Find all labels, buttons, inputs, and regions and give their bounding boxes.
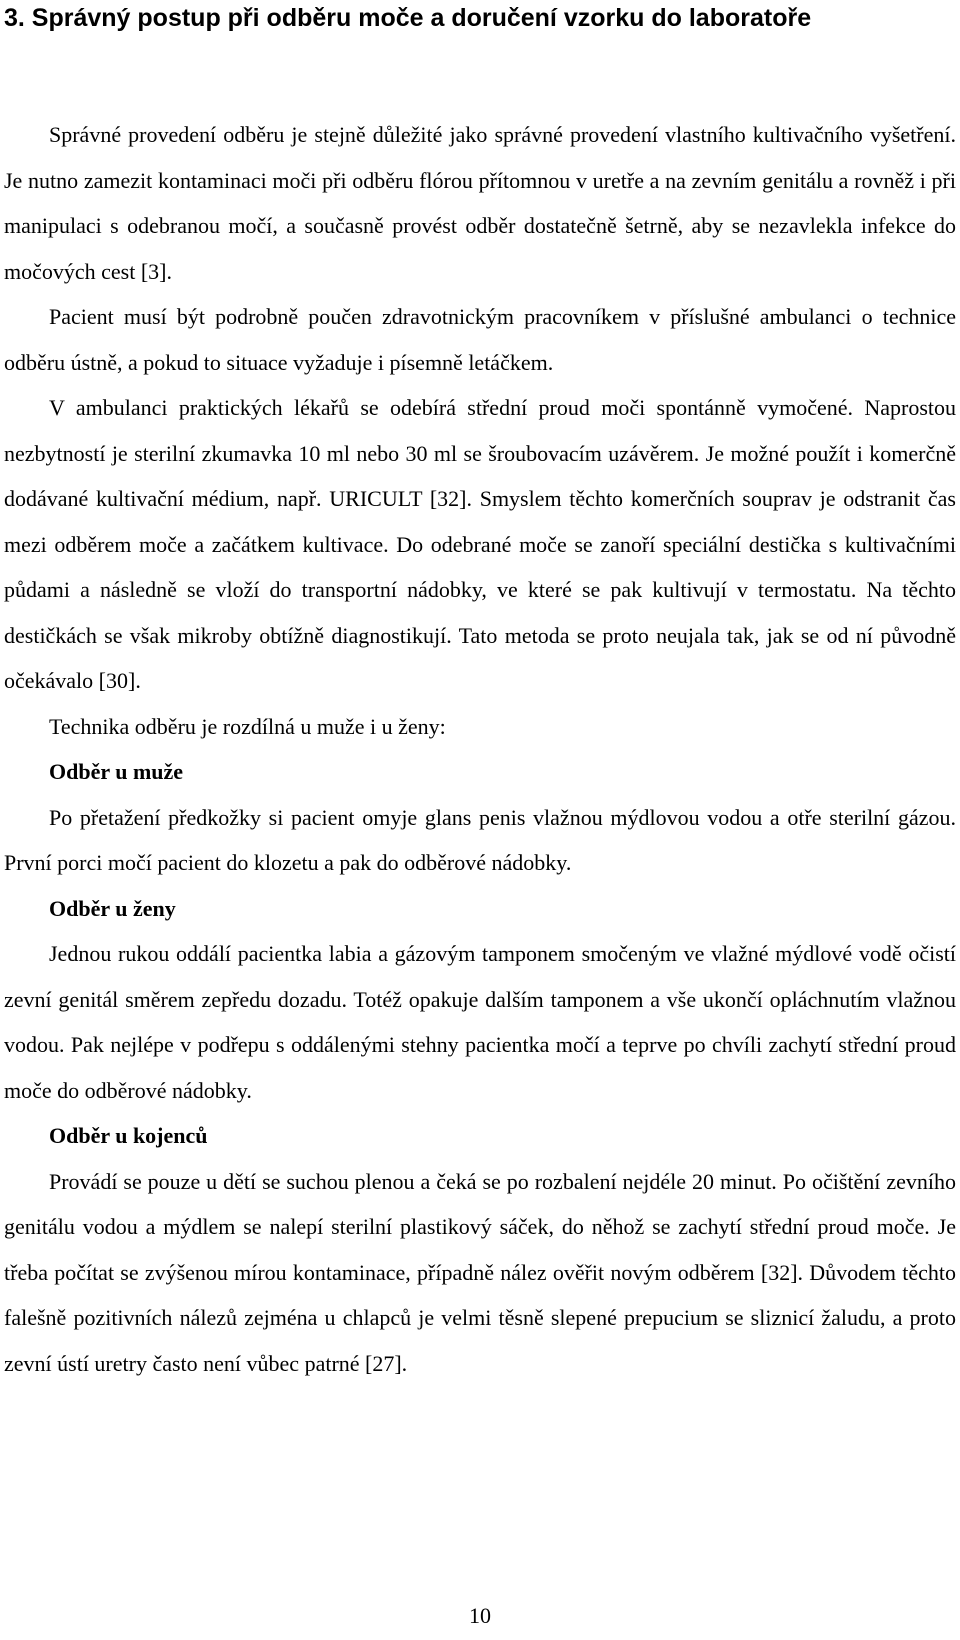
- subheading-infants: Odběr u kojenců: [49, 1123, 208, 1148]
- paragraph-patient-instructions: Pacient musí být podrobně poučen zdravotnickým pracovníkem v příslušné ambulanci o technice odběru ústně, a pokud to situace vyžaduje i písemně letáčkem.: [4, 304, 956, 375]
- page-title: 3. Správný postup při odběru moče a doručení vzorku do laboratoře: [4, 4, 812, 32]
- paragraph-infants: Provádí se pouze u dětí se suchou plenou a čeká se po rozbalení nejdéle 20 minut. Po očištění zevního genitálu vodou a mýdlem se nalepí sterilní plastikový sáček, do něhož se zachytí střední proud moče. Je třeba počítat se zvýšenou mírou kontaminace, případně nález ověřit novým odběrem [32]. Důvodem těchto falešně pozitivních nálezů zejména u chlapců je velmi těsně slepené prepucium se sliznicí žaludu, a proto zevní ústí uretry často není vůbec patrné [27].: [4, 1168, 956, 1376]
- subheading-female: Odběr u ženy: [49, 895, 176, 921]
- document-body: [4, 112, 956, 1386]
- subheading-male: Odběr u muže: [49, 759, 184, 784]
- paragraph-intro: Správné provedení odběru je stejně důležité jako správné provedení vlastního kultivačního vyšetření. Je nutno zamezit kontaminaci moči při odběru flórou přítomnou v uretře a na zevním genitálu a rovněž i při manipulaci s odebranou močí, a současně provést odběr dostatečně šetrně, aby se nezavlekla infekce do močových cest [3].: [4, 122, 956, 284]
- paragraph-ambulance: V ambulanci praktických lékařů se odebírá střední proud moči spontánně vymočené. Naprostou nezbytností je sterilní zkumavka 10 ml nebo 30 ml se šroubovacím uzávěrem. Je možné použít i komerčně dodávané kultivační médium, např. URICULT [32]. Smyslem těchto komerčních souprav je odstranit čas mezi odběrem moče a začátkem kultivace. Do odebrané moče se zanoří speciální destička s kultivačními půdami a následně se vloží do transportní nádobky, ve které se pak kultivují v termostatu. Na těchto destičkách se však mikroby obtížně diagnostikují. Tato metoda se proto neujala tak, jak se od ní původně očekávalo [30].: [4, 395, 956, 693]
- paragraph-technique: Technika odběru je rozdílná u muže i u ženy:: [49, 713, 446, 739]
- paragraph-female: Jednou rukou oddálí pacientka labia a gázovým tamponem smočeným ve vlažné mýdlové vodě očistí zevní genitál směrem zepředu dozadu. Totéž opakuje dalším tamponem a vše ukončí opláchnutím vlažnou vodou. Pak nejlépe v podřepu s oddálenými stehny pacientka močí a teprve po chvíli zachytí střední proud moče do odběrové nádobky.: [4, 941, 956, 1103]
- page-number: 10: [469, 1603, 491, 1628]
- paragraph-male: Po přetažení předkožky si pacient omyje glans penis vlažnou mýdlovou vodou a otře sterilní gázou. První porci močí pacient do klozetu a pak do odběrové nádobky.: [4, 804, 956, 875]
